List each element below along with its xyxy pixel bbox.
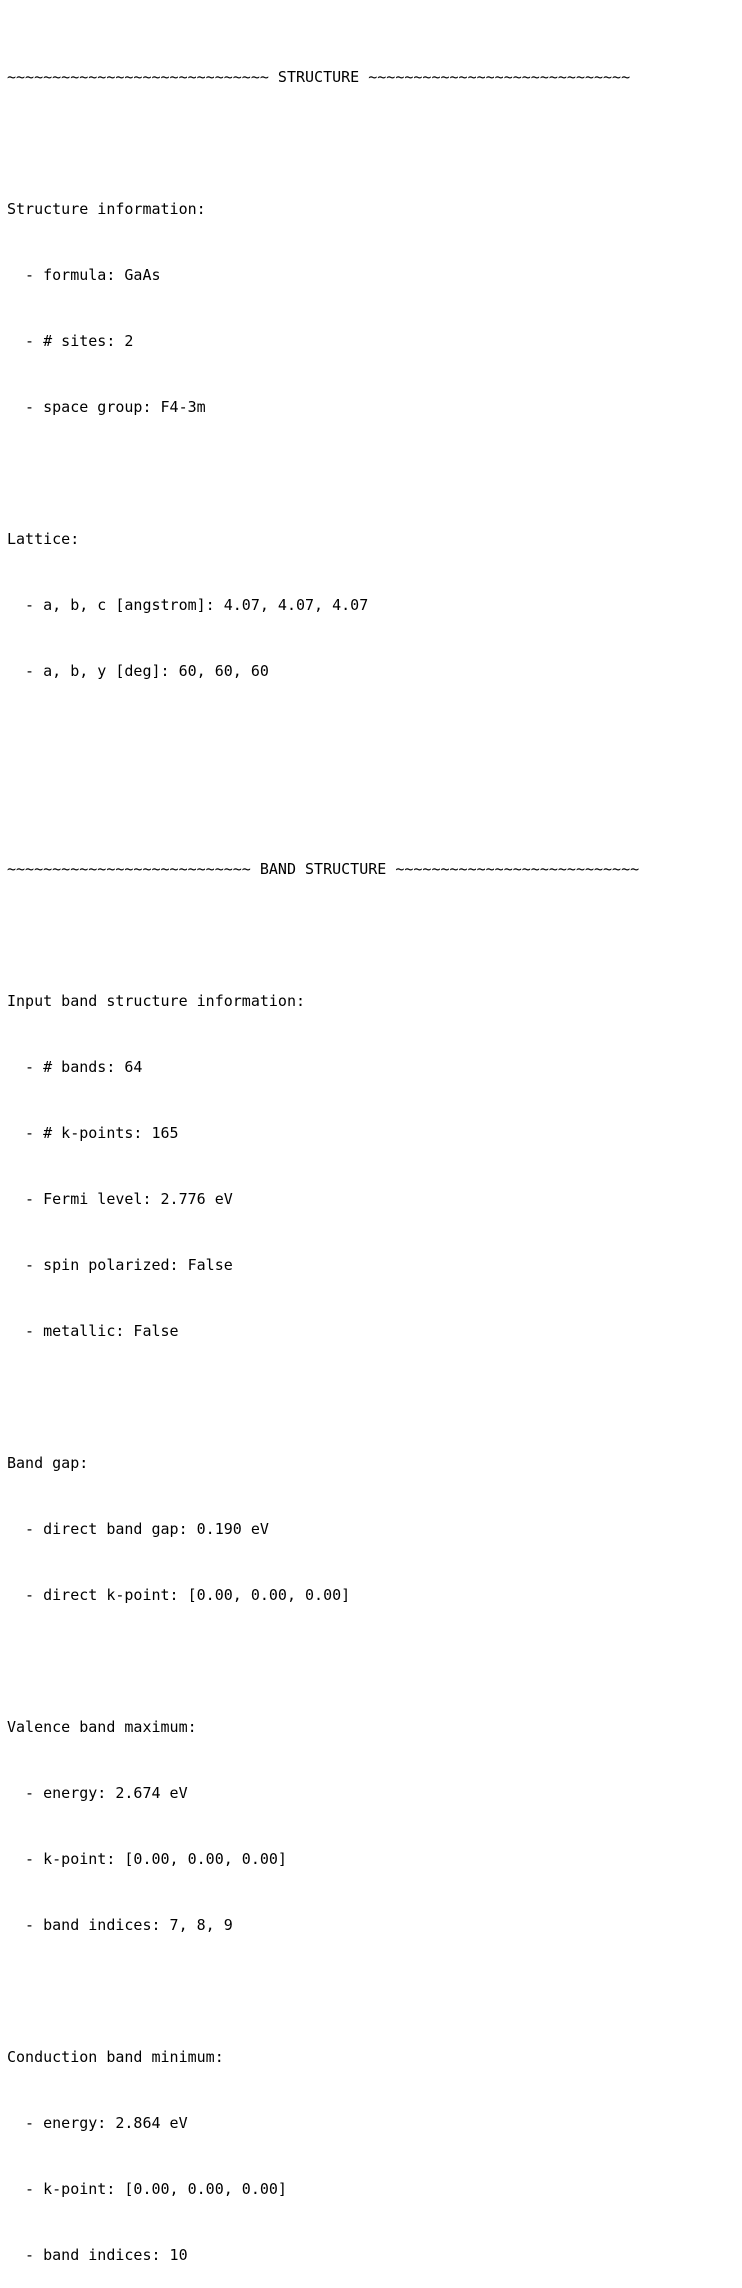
spin-polarized-line: - spin polarized: False [7, 1256, 233, 1274]
structure-information-heading: Structure information: [7, 200, 206, 218]
vbm-energy-line: - energy: 2.674 eV [7, 1784, 188, 1802]
blank-line [7, 1650, 639, 1672]
lattice-angles-line: - a, b, y [deg]: 60, 60, 60 [7, 662, 269, 680]
cbm-heading: Conduction band minimum: [7, 2048, 224, 2066]
blank-line [7, 1386, 639, 1408]
vbm-k-point-line: - k-point: [0.00, 0.00, 0.00] [7, 1850, 287, 1868]
cbm-k-point-line: - k-point: [0.00, 0.00, 0.00] [7, 2180, 287, 2198]
structure-section-header: ~~~~~~~~~~~~~~~~~~~~~~~~~~~~~ STRUCTURE ~~~~~~~~~~~~~~~~~~~~~~~~~~~~~ [7, 68, 631, 86]
formula-line: - formula: GaAs [7, 266, 161, 284]
cbm-band-indices-line: - band indices: 10 [7, 2246, 188, 2264]
lattice-heading: Lattice: [7, 530, 80, 548]
vbm-heading: Valence band maximum: [7, 1718, 197, 1736]
fermi-level-line: - Fermi level: 2.776 eV [7, 1190, 233, 1208]
band-gap-heading: Band gap: [7, 1454, 89, 1472]
blank-line [7, 924, 639, 946]
space-group-line: - space group: F4-3m [7, 398, 206, 416]
input-band-structure-heading: Input band structure information: [7, 992, 306, 1010]
direct-band-gap-line: - direct band gap: 0.190 eV [7, 1520, 269, 1538]
blank-line [7, 1980, 639, 2002]
band-structure-section-header: ~~~~~~~~~~~~~~~~~~~~~~~~~~~ BAND STRUCTURE ~~~~~~~~~~~~~~~~~~~~~~~~~~~ [7, 860, 640, 878]
blank-line [7, 726, 639, 748]
metallic-line: - metallic: False [7, 1322, 179, 1340]
blank-line [7, 132, 639, 154]
cbm-energy-line: - energy: 2.864 eV [7, 2114, 188, 2132]
sites-line: - # sites: 2 [7, 332, 134, 350]
k-points-line: - # k-points: 165 [7, 1124, 179, 1142]
console-output [7, 22, 639, 2288]
bands-line: - # bands: 64 [7, 1058, 143, 1076]
blank-line [7, 792, 639, 814]
direct-k-point-line: - direct k-point: [0.00, 0.00, 0.00] [7, 1586, 351, 1604]
vbm-band-indices-line: - band indices: 7, 8, 9 [7, 1916, 233, 1934]
blank-line [7, 462, 639, 484]
lattice-abc-line: - a, b, c [angstrom]: 4.07, 4.07, 4.07 [7, 596, 369, 614]
